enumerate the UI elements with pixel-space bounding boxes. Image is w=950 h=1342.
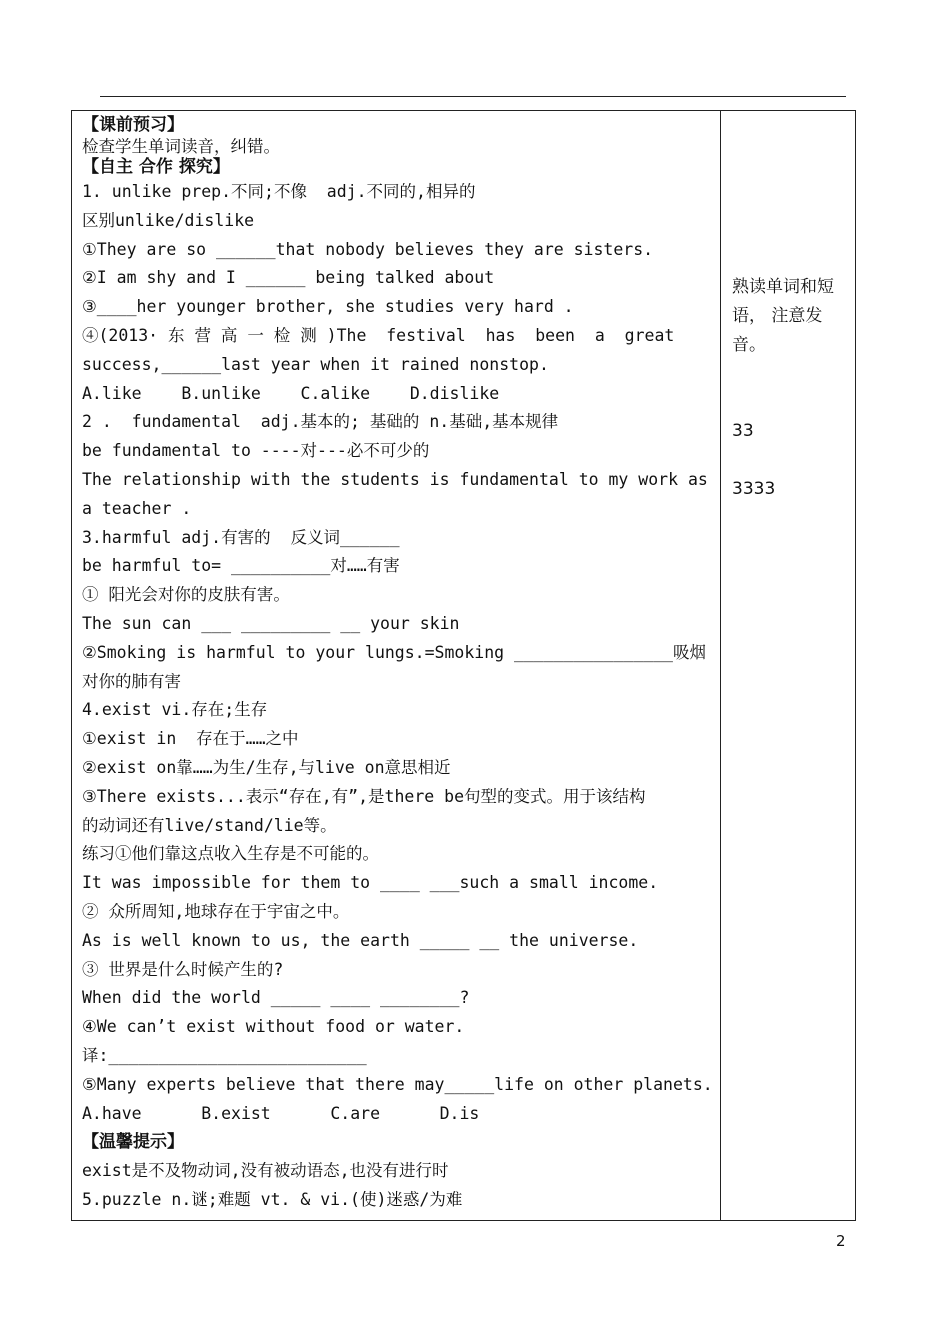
text-line: be fundamental to ----对---必不可少的 — [82, 441, 430, 461]
text-line: ③ 世界是什么时候产生的? — [82, 959, 284, 979]
preview-text: 检查学生单词读音，纠错。 — [82, 137, 280, 156]
text-line: The relationship with the students is fundamental to my work as — [82, 469, 708, 489]
text-line: 2 . fundamental adj.基本的; 基础的 n.基础,基本规律 — [82, 412, 559, 432]
text-line: 3.harmful adj.有害的 反义词______ — [82, 527, 400, 547]
heading-explore: 【自主 合作 探究】 — [82, 157, 230, 177]
text-line: ③____her younger brother, she studies very hard . — [82, 297, 574, 317]
text-line: When did the world _____ ____ ________? — [82, 988, 470, 1008]
side-tip-line: 语， 注意发 — [732, 306, 823, 326]
heading-tip: 【温馨提示】 — [82, 1132, 184, 1153]
text-line: success,______last year when it rained nonstop. — [82, 354, 549, 374]
lesson-table — [71, 110, 856, 1221]
text-line: 4.exist vi.存在;生存 — [82, 700, 268, 720]
text-line: ①They are so ______that nobody believes they are sisters. — [82, 239, 654, 259]
header-rule — [100, 96, 846, 97]
text-line: ④(2013· 东 营 高 一 检 测 )The festival has been a great — [82, 325, 675, 345]
page-number: 2 — [836, 1232, 846, 1250]
text-line: be harmful to= __________对……有害 — [82, 556, 400, 576]
text-line: 5.puzzle n.谜;难题 vt. & vi.(使)迷惑/为难 — [82, 1189, 463, 1209]
text-line: ② 众所周知,地球存在于宇宙之中。 — [82, 901, 350, 921]
text-line: ④We can’t exist without food or water. — [82, 1017, 465, 1037]
text-line: ②I am shy and I ______ being talked about — [82, 268, 495, 288]
text-line: 1. unlike prep.不同;不像 adj.不同的,相异的 — [82, 182, 476, 201]
column-divider — [720, 111, 721, 1220]
side-tip-line: 熟读单词和短 — [732, 277, 834, 297]
text-line: ③There exists...表示“存在,有”,是there be句型的变式。用于该结构 — [82, 786, 646, 806]
text-line: a teacher . — [82, 498, 192, 518]
text-line: 译:__________________________ — [82, 1045, 367, 1065]
text-line: A.like B.unlike C.alike D.dislike — [82, 383, 500, 403]
main-column — [82, 115, 714, 1215]
text-line: 对你的肺有害 — [82, 671, 181, 691]
text-line: 的动词还有live/stand/lie等。 — [82, 815, 337, 835]
text-line: exist是不及物动词,没有被动语态,也没有进行时 — [82, 1161, 449, 1181]
text-line: 区别unlike/dislike — [82, 210, 255, 230]
side-note: 33 — [732, 421, 754, 441]
text-line: ②exist on靠……为生/生存,与live on意思相近 — [82, 757, 451, 777]
text-line: ① 阳光会对你的皮肤有害。 — [82, 585, 290, 605]
text-line: 练习①他们靠这点收入生存是不可能的。 — [82, 844, 379, 864]
text-line: ①exist in 存在于……之中 — [82, 729, 299, 749]
heading-preview: 【课前预习】 — [82, 115, 184, 135]
text-line: ②Smoking is harmful to your lungs.=Smoking ________________吸烟 — [82, 642, 706, 662]
side-tip-line: 音。 — [732, 335, 766, 355]
text-line: ⑤Many experts believe that there may_____life on other planets. — [82, 1074, 713, 1094]
text-line: It was impossible for them to ____ ___such a small income. — [82, 873, 659, 893]
text-line: The sun can ___ _________ __ your skin — [82, 613, 460, 633]
side-note: 3333 — [732, 479, 776, 499]
text-line: As is well known to us, the earth _____ __ the universe. — [82, 930, 639, 950]
text-line: A.have B.exist C.are D.is — [82, 1103, 480, 1123]
